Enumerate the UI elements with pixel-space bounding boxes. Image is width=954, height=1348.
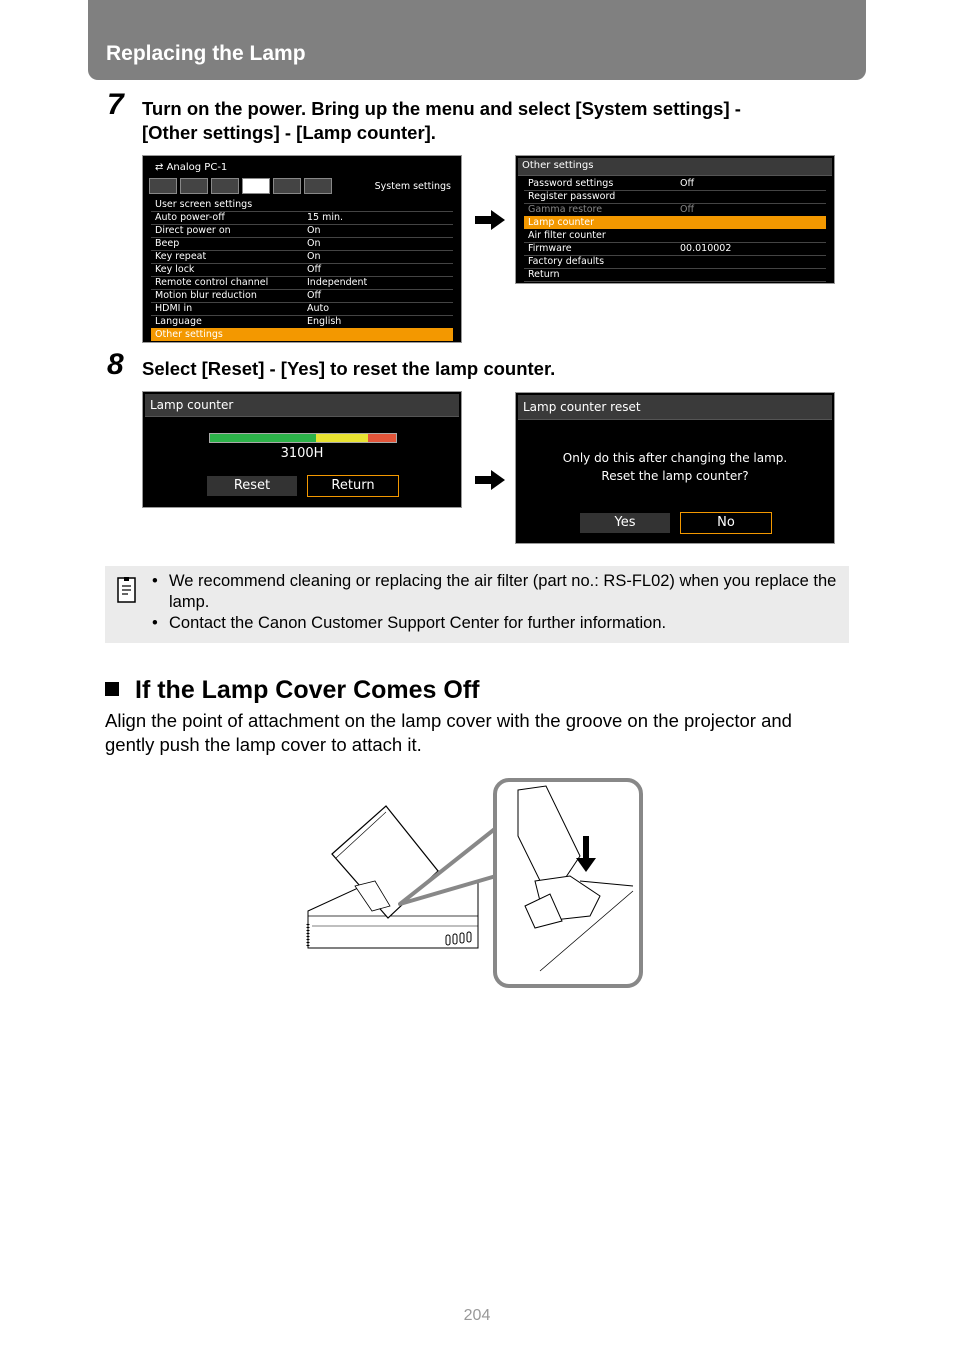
osd-row: Factory defaults — [524, 255, 826, 269]
osd-row-selected: Other settings — [151, 328, 453, 341]
step-7-line2: [Other settings] - [Lamp counter]. — [142, 122, 436, 143]
osd-row: Remote control channel Independent — [151, 276, 453, 290]
step-8-text: Select [Reset] - [Yes] to reset the lamp counter. — [142, 358, 556, 379]
osd-row: Key lock Off — [151, 263, 453, 277]
osd-row: Direct power on On — [151, 224, 453, 238]
osd-row: Return — [524, 268, 826, 282]
osd-source-label — [155, 162, 227, 173]
step-7-text — [142, 97, 741, 145]
osd-title-bar — [145, 394, 459, 417]
osd-section: User screen settings — [151, 198, 453, 212]
header-title: Replacing the Lamp — [106, 42, 306, 65]
memo-icon — [115, 576, 139, 606]
note-item: • We recommend cleaning or replacing the air filter (part no.: RS-FL02) when you replace the lamp. — [152, 572, 837, 611]
tab-network-icon — [273, 178, 301, 194]
lamp-gauge — [209, 433, 397, 443]
tab-adjust-icon — [180, 178, 208, 194]
osd-row-selected: Lamp counter — [524, 216, 826, 229]
lamp-hours: 3100H — [280, 446, 324, 461]
yes-button[interactable]: Yes — [580, 513, 670, 533]
osd-row: Password settings Off — [524, 177, 826, 191]
osd-tab-title: System settings — [374, 181, 451, 192]
osd-lamp-counter-reset — [515, 392, 835, 544]
reset-button[interactable]: Reset — [207, 476, 297, 496]
no-button[interactable]: No — [680, 512, 772, 534]
reset-message — [516, 449, 834, 485]
osd-source: Analog PC-1 — [166, 162, 228, 173]
lamp-cover-illustration — [300, 776, 650, 991]
osd-tab-bar — [149, 178, 327, 194]
step-8-number: 8 — [107, 348, 124, 381]
tab-info-icon — [304, 178, 332, 194]
osd-row: Motion blur reduction Off — [151, 289, 453, 303]
section-body: Align the point of attachment on the lamp cover with the groove on the projector and gently push the lamp cover to attach it. — [105, 710, 792, 755]
osd-title-bar — [518, 395, 832, 420]
section-title: If the Lamp Cover Comes Off — [105, 676, 480, 705]
osd-title: Other settings — [522, 160, 594, 171]
note-item: • Contact the Canon Customer Support Center for further information. — [152, 614, 667, 632]
osd-row: Air filter counter — [524, 229, 826, 243]
right-arrow-icon — [473, 468, 507, 492]
reset-message-line2: Reset the lamp counter? — [601, 469, 749, 483]
tab-install-icon — [211, 178, 239, 194]
note-list — [152, 571, 842, 634]
osd-row: HDMI in Auto — [151, 302, 453, 316]
right-arrow-icon — [473, 208, 507, 232]
osd-row: Beep On — [151, 237, 453, 251]
step-7-number: 7 — [107, 88, 124, 121]
osd-title: Lamp counter — [150, 398, 234, 412]
reset-message-line1: Only do this after changing the lamp. — [562, 451, 788, 465]
osd-row: Register password — [524, 190, 826, 204]
step-7-line1: Turn on the power. Bring up the menu and select [System settings] - — [142, 98, 741, 119]
tab-system-icon — [242, 178, 270, 194]
osd-row: Key repeat On — [151, 250, 453, 264]
osd-lamp-counter — [142, 391, 462, 508]
osd-title-bar — [518, 158, 832, 176]
osd-title: Lamp counter reset — [523, 400, 641, 414]
osd-system-settings — [142, 155, 462, 343]
return-button[interactable]: Return — [307, 475, 399, 497]
osd-row: Language English — [151, 315, 453, 329]
osd-row-disabled: Gamma restore Off — [524, 203, 826, 217]
osd-other-settings — [515, 155, 835, 284]
source-icon: ⇄ — [155, 162, 164, 173]
osd-row: Firmware 00.010002 — [524, 242, 826, 256]
note-box — [105, 566, 849, 643]
tab-image-icon — [149, 178, 177, 194]
page-number: 204 — [463, 1307, 491, 1324]
osd-row: Auto power-off 15 min. — [151, 211, 453, 225]
page-header — [88, 0, 866, 80]
square-bullet-icon — [105, 682, 119, 696]
